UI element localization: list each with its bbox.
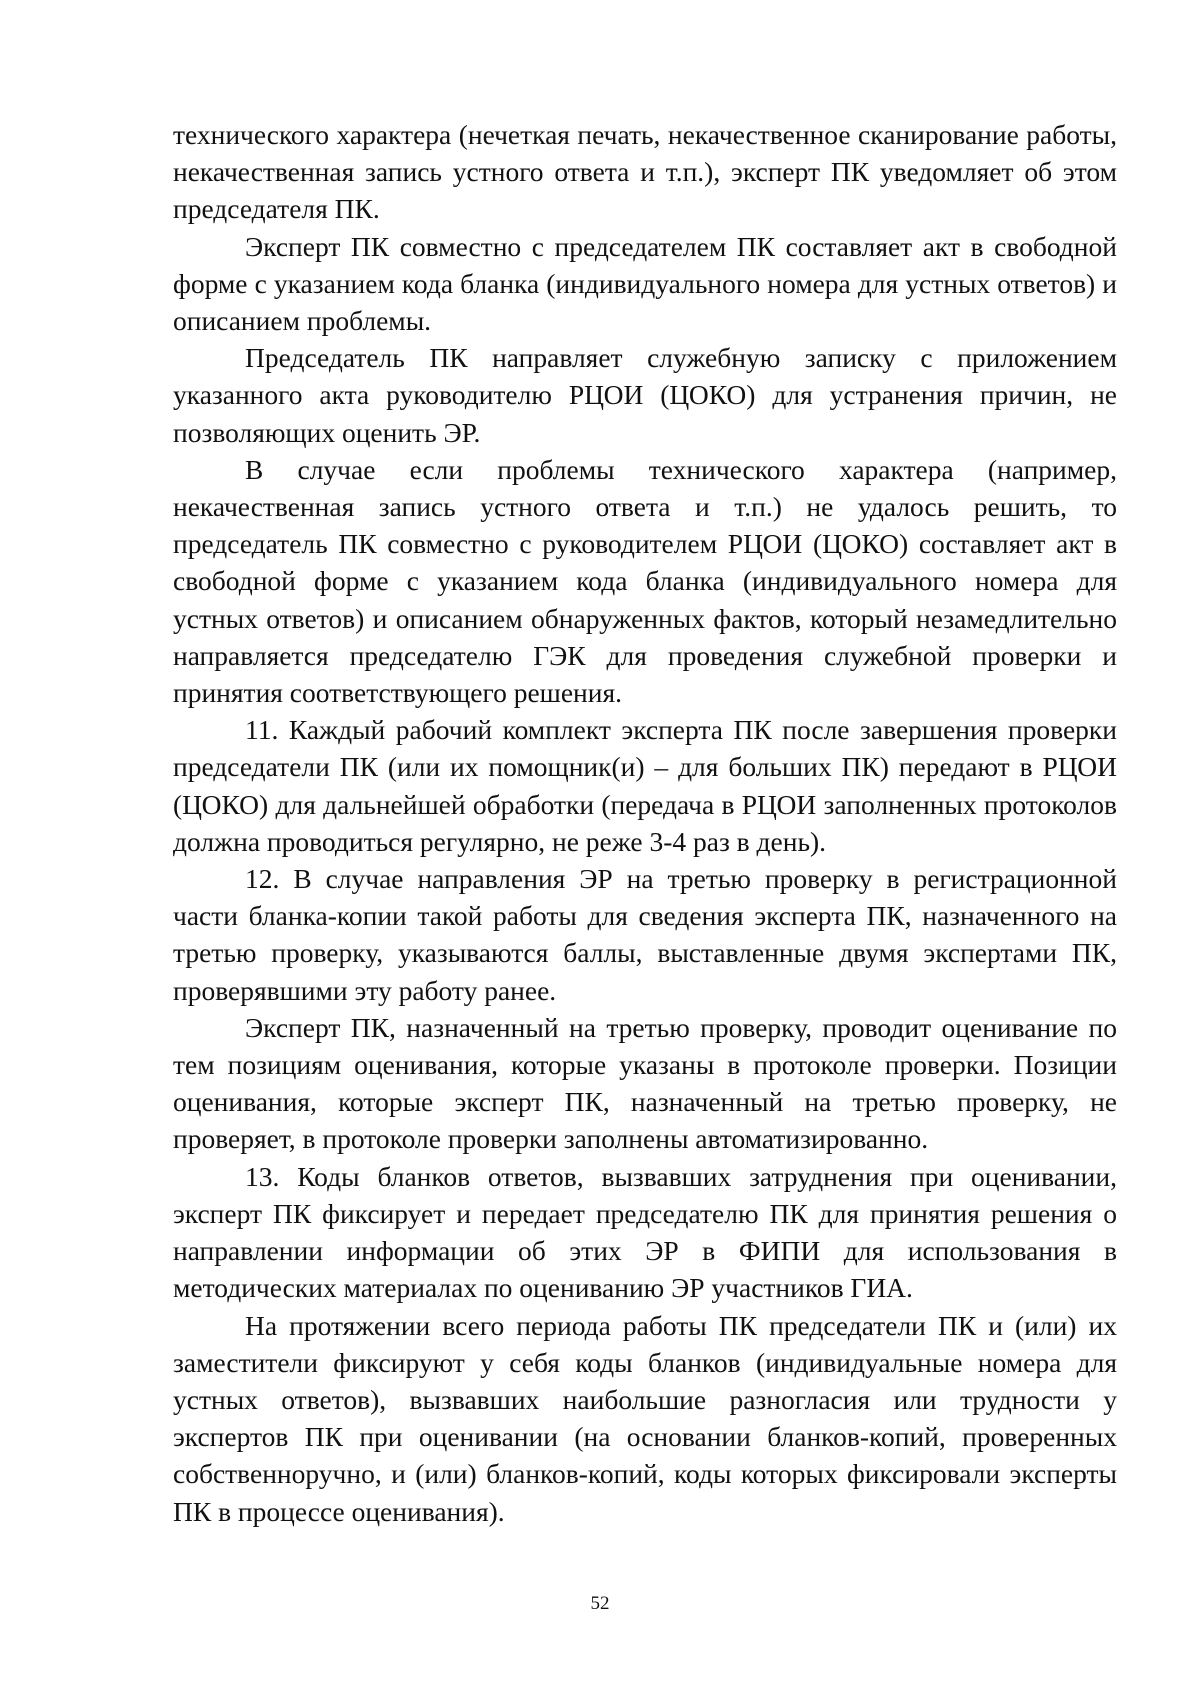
paragraph-item-13: 13. Коды бланков ответов, вызвавших затруднения при оценивании, эксперт ПК фиксирует и передает председателю ПК для принятия решения о направлении информации об этих ЭР в ФИПИ для использования в методических материалах по оцениванию ЭР участников ГИА. xyxy=(173,1160,1117,1304)
paragraph-memo: Председатель ПК направляет служебную записку с приложением указанного акта руководителю РЦОИ (ЦОКО) для устранения причин, не позволяющих оценить ЭР. xyxy=(173,342,1117,448)
page-number: 52 xyxy=(590,1593,610,1614)
paragraph-item-12: 12. В случае направления ЭР на третью проверку в регистрационной части бланка-копии такой работы для сведения эксперта ПК, назначенного на третью проверку, указываются баллы, выставленные двумя экспертами ПК, проверявшими эту работу ранее. xyxy=(173,863,1117,1006)
paragraph-third-check: Эксперт ПК, назначенный на третью проверку, проводит оценивание по тем позициям оценивания, которые указаны в протоколе проверки. Позиции оценивания, которые эксперт ПК, назначенный на третью проверку, не проверяет, в протоколе проверки заполнены автоматизированно. xyxy=(173,1011,1117,1155)
paragraph-chairs-recording: На протяжении всего периода работы ПК председатели ПК и (или) их заместители фиксируют у себя коды бланков (индивидуальные номера для устных ответов), вызвавших наибольшие разногласия или трудности у экспертов ПК при оценивании (на основании бланков-копий, проверенных собственноручно, и (или) бланков-копий, коды которых фиксировали эксперты ПК в процессе оценивания). xyxy=(173,1309,1117,1527)
paragraph-act-drafting: Эксперт ПК совместно с председателем ПК составляет акт в свободной форме с указанием кода бланка (индивидуального номера для устных ответов) и описанием проблемы. xyxy=(173,230,1117,337)
paragraph-technical-problems: В случае если проблемы технического характера (например, некачественная запись устного ответа и т.п.) не удалось решить, то председатель ПК совместно с руководителем РЦОИ (ЦОКО) составляет акт в свободной форме с указанием кода бланка (индивидуального номера для устных ответов) и описанием обнаруженных фактов, который незамедлительно направляется председателю ГЭК для проведения служебной проверки и принятия соответствующего решения. xyxy=(173,453,1117,709)
paragraph-item-11: 11. Каждый рабочий комплект эксперта ПК после завершения проверки председатели ПК (или их помощник(и) – для больших ПК) передают в РЦОИ (ЦОКО) для дальнейшей обработки (передача в РЦОИ заполненных протоколов должна проводиться регулярно, не реже 3-4 раз в день). xyxy=(173,714,1117,857)
body-text xyxy=(173,116,1117,1530)
paragraph-continuation: технического характера (нечеткая печать, некачественное сканирование работы, некачественная запись устного ответа и т.п.), эксперт ПК уведомляет об этом председателя ПК. xyxy=(173,119,1117,225)
